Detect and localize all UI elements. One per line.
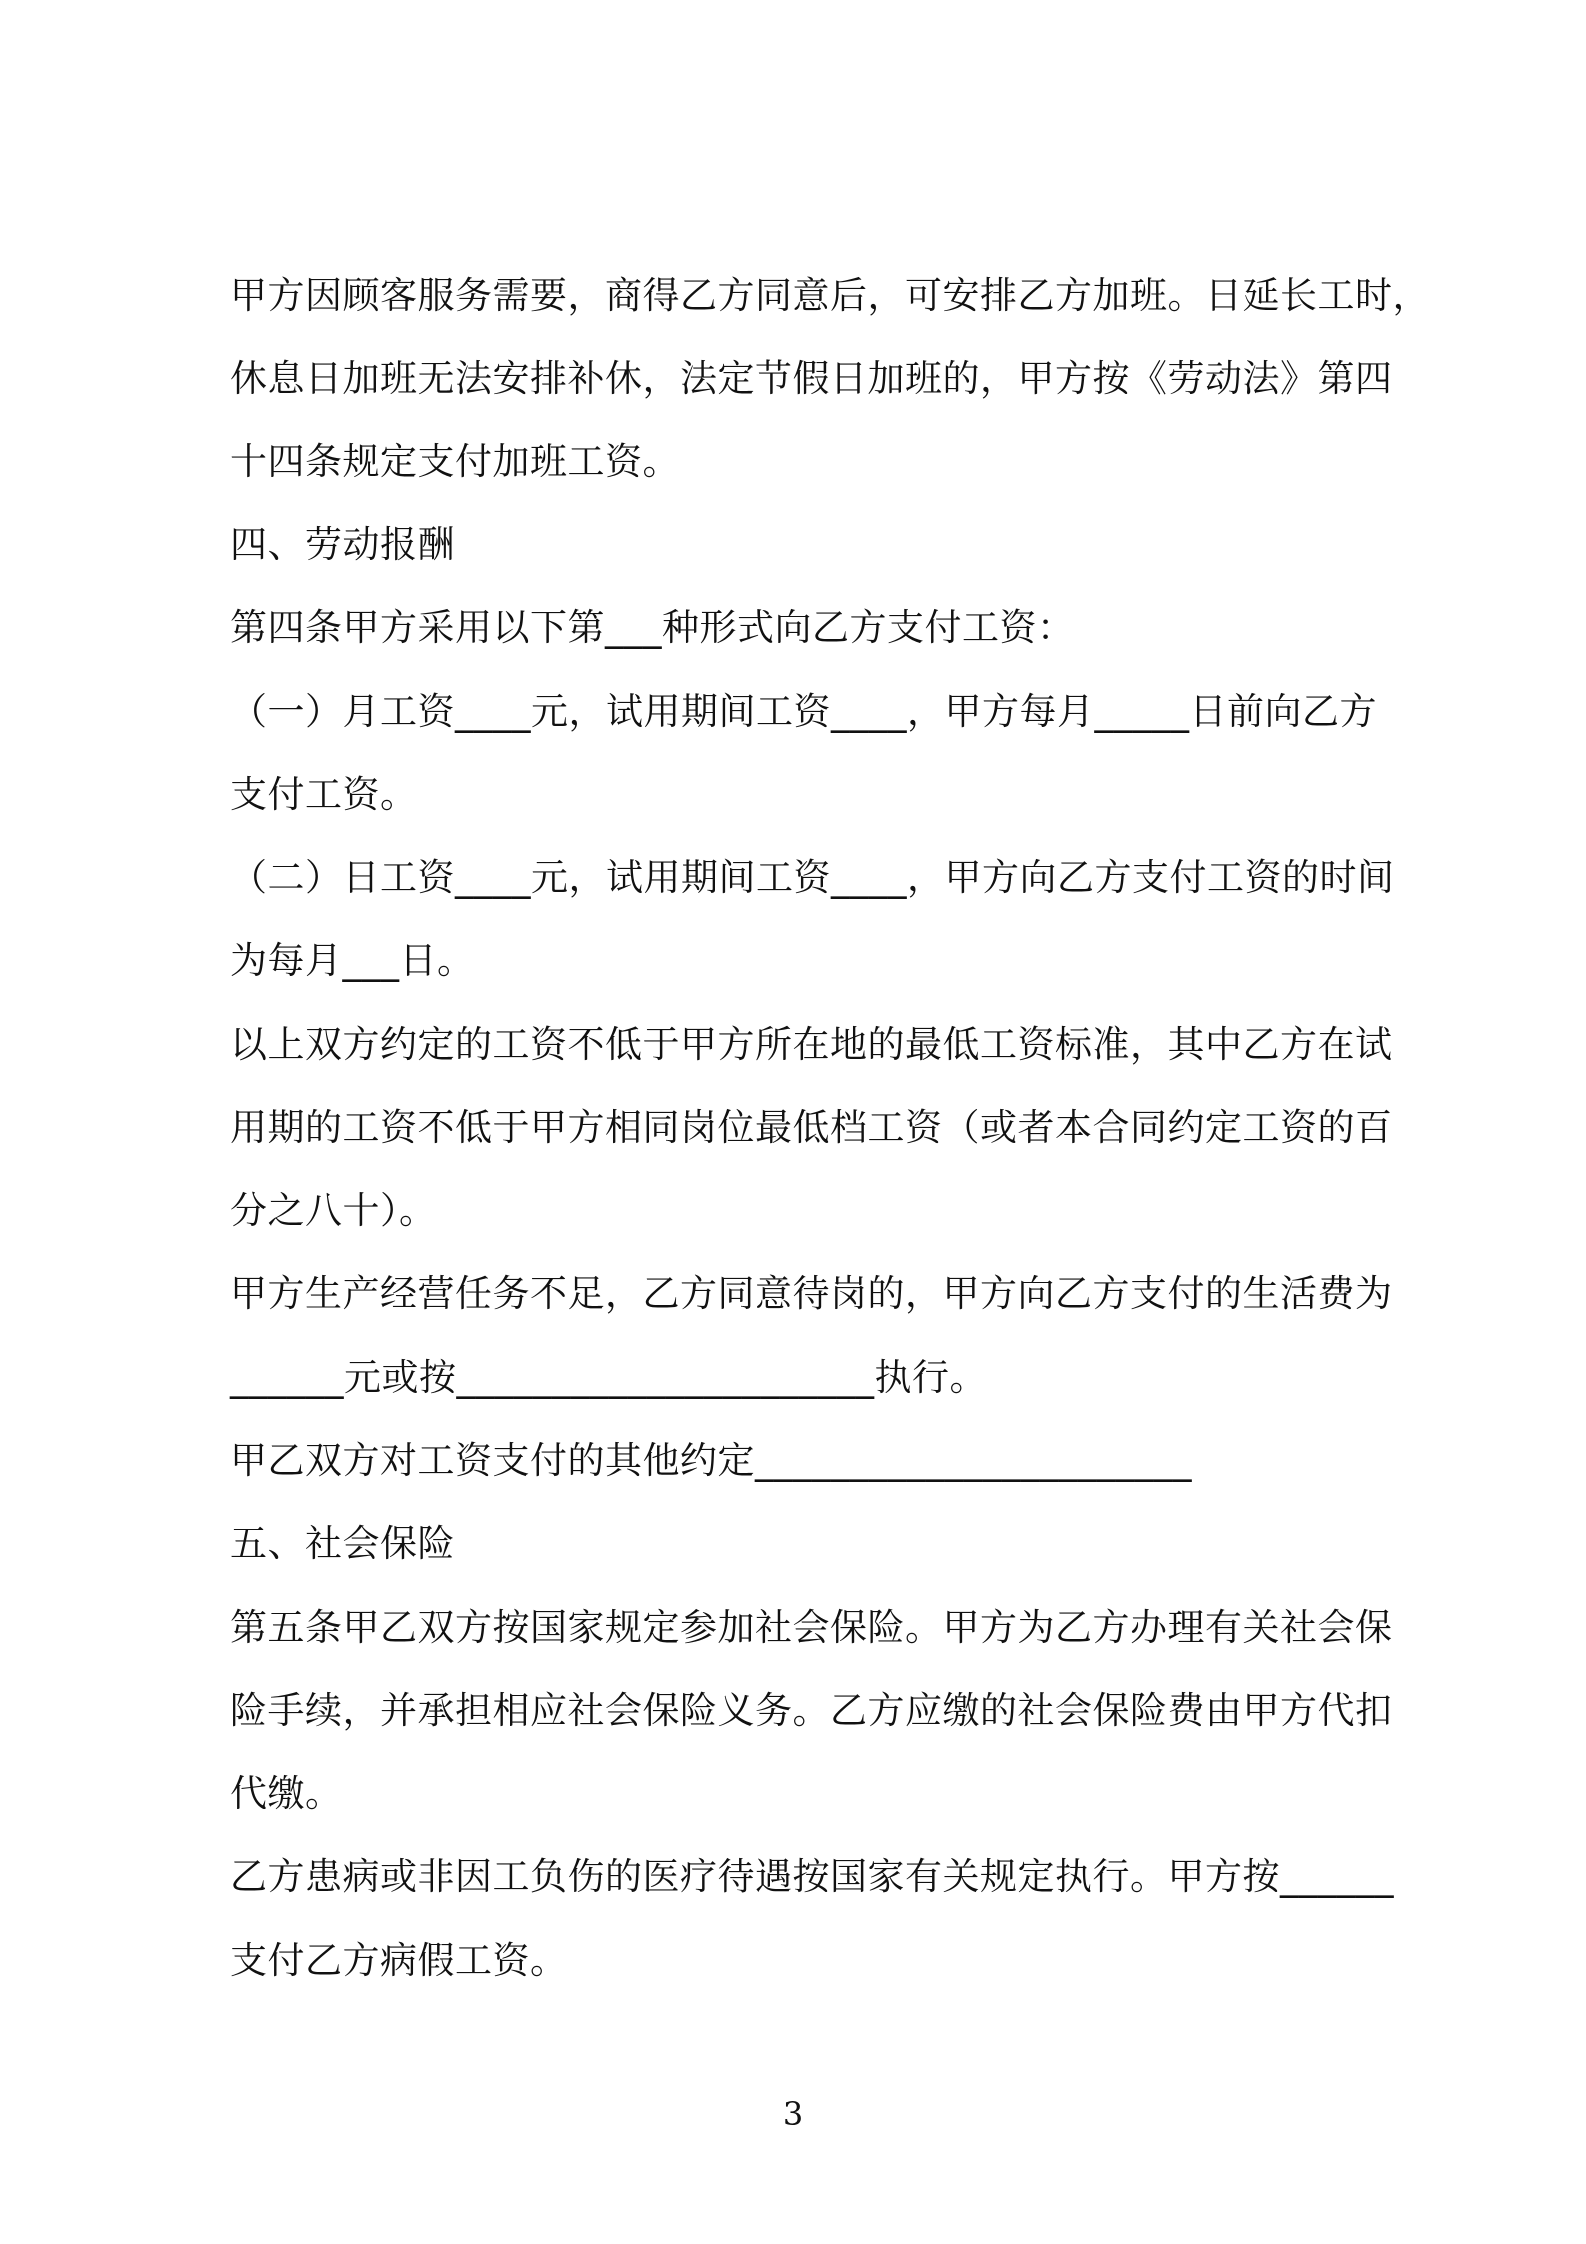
text-line: 为每月___日。 [230, 939, 475, 982]
page-number: 3 [782, 2095, 804, 2133]
text-line: 十四条规定支付加班工资。 [230, 440, 680, 483]
text-line: 代缴。 [230, 1772, 343, 1815]
text-line: ______元或按______________________执行。 [230, 1356, 987, 1399]
text-line: 甲方生产经营任务不足，乙方同意待岗的，甲方向乙方支付的生活费为 [230, 1272, 1393, 1315]
text-line: 支付工资。 [230, 773, 418, 816]
text-line: 险手续，并承担相应社会保险义务。乙方应缴的社会保险费由甲方代扣 [230, 1689, 1393, 1732]
text-line: 分之八十）。 [230, 1189, 437, 1232]
text-line: （一）月工资____元，试用期间工资____，甲方每月_____日前向乙方 [230, 690, 1377, 733]
section-heading: 五、社会保险 [230, 1522, 455, 1565]
text-line: 甲乙双方对工资支付的其他约定_______________________ [230, 1439, 1192, 1482]
text-line: 支付乙方病假工资。 [230, 1939, 568, 1982]
text-line: 以上双方约定的工资不低于甲方所在地的最低工资标准，其中乙方在试 [230, 1023, 1393, 1066]
text-line: 乙方患病或非因工负伤的医疗待遇按国家有关规定执行。甲方按______ [230, 1855, 1394, 1898]
text-line: 第五条甲乙双方按国家规定参加社会保险。甲方为乙方办理有关社会保 [230, 1606, 1393, 1649]
text-line: （二）日工资____元，试用期间工资____，甲方向乙方支付工资的时间 [230, 856, 1395, 899]
text-line: 甲方因顾客服务需要，商得乙方同意后，可安排乙方加班。日延长工时， [230, 274, 1430, 317]
text-line: 用期的工资不低于甲方相同岗位最低档工资（或者本合同约定工资的百 [230, 1106, 1393, 1149]
text-line: 休息日加班无法安排补休，法定节假日加班的，甲方按《劳动法》第四 [230, 357, 1393, 400]
section-heading: 四、劳动报酬 [230, 523, 455, 566]
text-line: 第四条甲方采用以下第___种形式向乙方支付工资： [230, 606, 1075, 649]
